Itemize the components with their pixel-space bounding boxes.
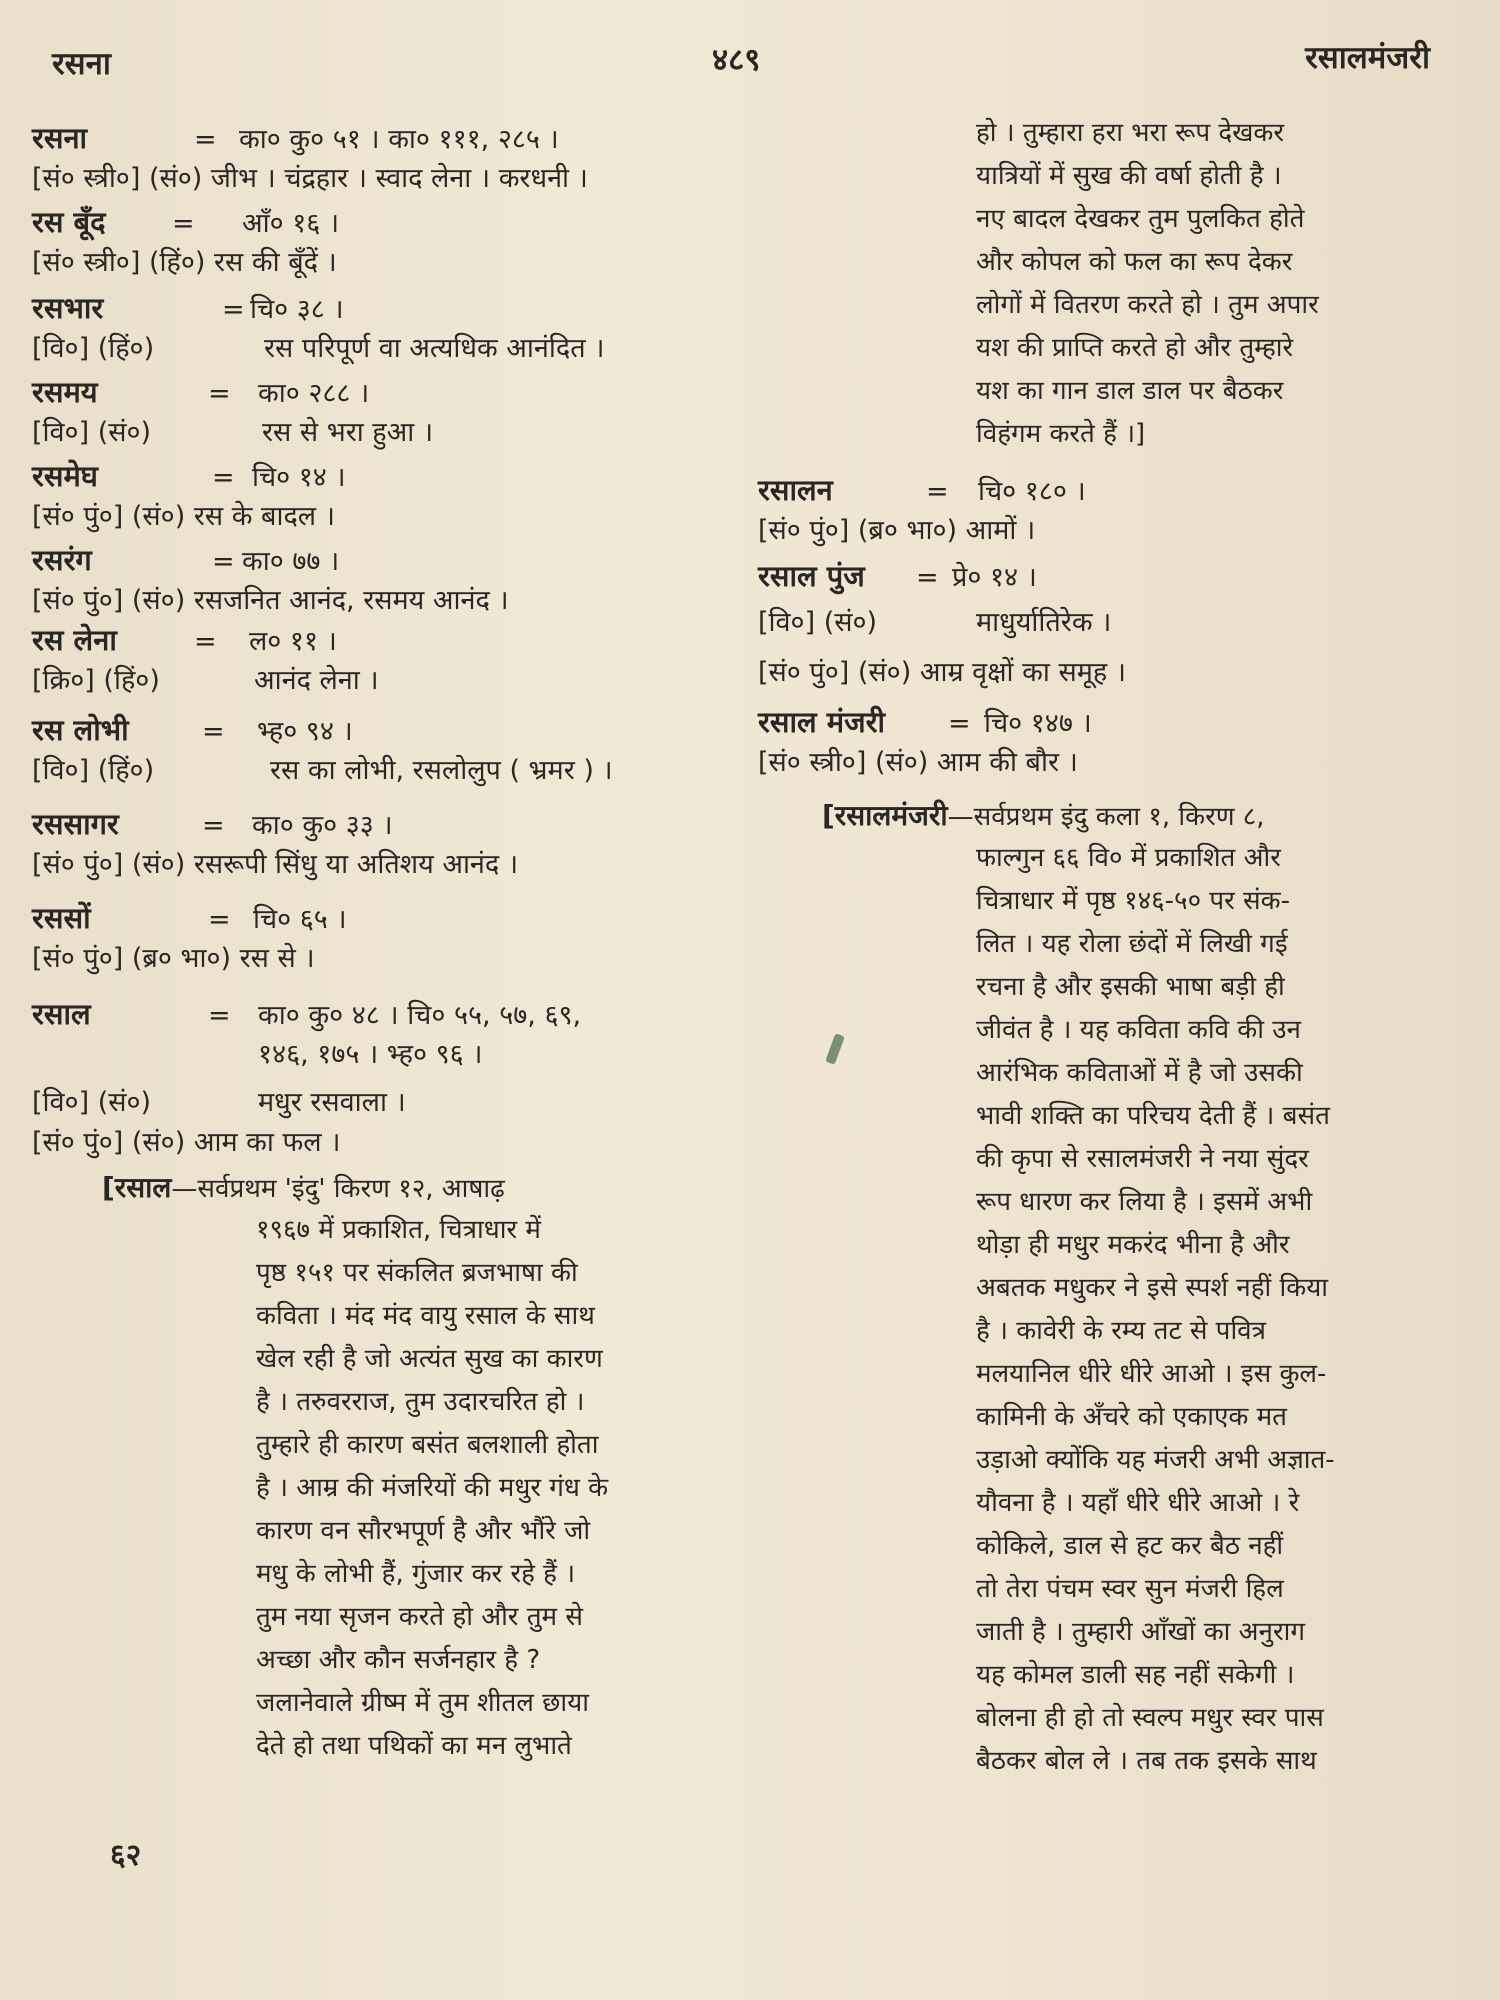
headword: रसभार [32,291,104,325]
note-line: यश का गान डाल डाल पर बैठकर [976,376,1284,406]
meaning: आनंद लेना । [254,665,379,696]
note-line: चित्राधार में पृष्ठ १४६-५० पर संक- [976,886,1290,916]
note-line: लित । यह रोला छंदों में लिखी गई [976,929,1288,959]
equals-sign: = [916,562,939,593]
reference: का० २८८ । [258,378,370,409]
note-line: —सर्वप्रथम 'इंदु' किरण १२, आषाढ़ [171,1174,505,1204]
meaning: आमों । [965,515,1036,546]
note-line: उड़ाओ क्योंकि यह मंजरी अभी अज्ञात- [976,1445,1335,1475]
entry [32,202,732,282]
meaning: माधुर्यातिरेक । [976,607,1112,638]
note-line: थोड़ा ही मधुर मकरंद भीना है और [976,1230,1290,1260]
left-column [32,112,732,1768]
meaning: जीभ । चंद्रहार । स्वाद लेना । करधनी । [210,163,588,194]
note-line: कामिनी के अँचरे को एकाएक मत [976,1402,1287,1432]
entry [32,710,732,790]
note-line: आरंभिक कविताओं में है जो उसकी [976,1058,1303,1088]
equals-sign: = [202,810,225,841]
entry [32,118,732,198]
grammar-tag: [सं० पुं०] (सं०) [32,501,186,532]
headword: रसाल मंजरी [758,705,885,739]
note-line: विहंगम करते हैं ।] [976,419,1146,449]
reference: चि० १४ । [252,462,346,493]
entry [758,556,1458,692]
reference: ल० ११ । [249,626,337,657]
note-line: नए बादल देखकर तुम पुलकित होते [976,204,1305,234]
note-line: की कृपा से रसालमंजरी ने नया सुंदर [976,1144,1309,1174]
reference: का० कु० ३३ । [252,810,393,841]
grammar-tag: [सं० पुं०] (सं०) [32,585,186,616]
entry [758,470,1458,550]
headword: रसना [32,121,88,155]
equals-sign: = [194,124,217,155]
entry-rasal [32,994,732,1162]
reference: का० ७७ । [242,546,340,577]
note-line: यात्रियों में सुख की वर्षा होती है । [976,161,1282,191]
note-line: मधु के लोभी हैं, गुंजार कर रहे हैं । [256,1559,576,1589]
note-line: है । कावेरी के रम्य तट से पवित्र [976,1316,1266,1346]
note-line: कोकिले, डाल से हट कर बैठ नहीं [976,1531,1284,1561]
headword: रसरंग [32,543,92,577]
equals-sign: = [926,476,949,507]
meaning: रस का लोभी, रसलोलुप ( भ्रमर ) । [270,755,613,786]
note-line: यश की प्राप्ति करते हो और तुम्हारे [976,333,1294,363]
entry [32,620,732,700]
meaning: आम का फल । [193,1127,341,1158]
note-line: तुम नया सृजन करते हो और तुम से [256,1602,583,1632]
rasalmanjari-note [758,794,1458,1783]
right-column [758,112,1458,1783]
reference: चि० १८० । [978,476,1086,507]
header-page-number: ४८९ [712,42,761,78]
grammar-tag: [वि०] (सं०) [32,1087,152,1118]
grammar-tag: [वि०] (हिं०) [32,333,155,364]
grammar-tag: [सं० स्त्री०] (सं०) [758,747,929,778]
headword: रसालन [758,473,833,507]
note-line: रचना है और इसकी भाषा बड़ी ही [976,972,1285,1002]
entry [32,372,732,452]
reference: का० कु० ५१ । का० १११, २८५ । [239,124,559,155]
note-line: कविता । मंद मंद वायु रसाल के साथ [256,1301,595,1331]
note-line: पृष्ठ १५१ पर संकलित ब्रजभाषा की [256,1258,578,1288]
grammar-tag: [वि०] (सं०) [758,607,878,638]
headword: रस लेना [32,623,117,657]
entry [32,898,732,978]
note-line: खेल रही है जो अत्यंत सुख का कारण [256,1344,603,1374]
meaning: रस के बादल । [193,501,335,532]
reference-continued: १४६, १७५ । भ्ह० ९६ । [258,1039,483,1070]
note-line: जाती है । तुम्हारी आँखों का अनुराग [976,1617,1305,1647]
note-line: है । आम्र की मंजरियों की मधुर गंध के [256,1473,609,1503]
note-line: जलानेवाले ग्रीष्म में तुम शीतल छाया [256,1688,589,1718]
rasal-note-continued [758,112,1458,456]
note-line: बोलना ही हो तो स्वल्प मधुर स्वर पास [976,1703,1324,1733]
note-line: कारण वन सौरभपूर्ण है और भौंरे जो [256,1516,591,1546]
headword: रसमेघ [32,459,98,493]
entry [32,456,732,536]
equals-sign: = [212,462,235,493]
equals-sign: = [208,378,231,409]
note-line: फाल्गुन ६६ वि० में प्रकाशित और [976,843,1281,873]
note-line: जीवंत है । यह कविता कवि की उन [976,1015,1301,1045]
grammar-tag: [सं० पुं०] (सं०) [32,849,186,880]
equals-sign: = [202,716,225,747]
grammar-tag: [सं० पुं०] (ब्र० भा०) [758,515,958,546]
reference: आँ० १६ । [242,208,340,239]
note-line: रूप धारण कर लिया है । इसमें अभी [976,1187,1313,1217]
entry [32,540,732,620]
reference: प्रे० १४ । [952,562,1037,593]
equals-sign: = [222,294,245,325]
note-line: बैठकर बोल ले । तब तक इसके साथ [976,1746,1317,1776]
meaning: रस से । [239,943,315,974]
page-header [0,36,1500,86]
meaning: रस की बूँदें । [214,247,337,278]
note-heading: [रसालमंजरी [822,799,948,832]
note-line: १९६७ में प्रकाशित, चित्राधार में [256,1215,541,1245]
header-right-word: रसालमंजरी [1305,40,1430,76]
meaning: रसरूपी सिंधु या अतिशय आनंद । [193,849,519,880]
meaning: आम की बौर । [936,747,1078,778]
reference: भ्ह० ९४ । [257,716,353,747]
meaning: रसजनित आनंद, रसमय आनंद । [193,585,509,616]
meaning: रस से भरा हुआ । [262,417,434,448]
note-line: यह कोमल डाली सह नहीं सकेगी । [976,1660,1295,1690]
equals-sign: = [208,1000,231,1031]
equals-sign: = [194,626,217,657]
grammar-tag: [सं० पुं०] (सं०) [32,1127,186,1158]
meaning: रस परिपूर्ण वा अत्यधिक आनंदित । [264,333,605,364]
equals-sign: = [208,904,231,935]
headword: रससागर [32,807,119,841]
note-line: तुम्हारे ही कारण बसंत बलशाली होता [256,1430,599,1460]
headword: रसमय [32,375,98,409]
note-line: देते हो तथा पथिकों का मन लुभाते [256,1731,572,1761]
reference: चि० ६५ । [253,904,347,935]
meaning: आम्र वृक्षों का समूह । [919,657,1126,688]
grammar-tag: [वि०] (सं०) [32,417,152,448]
note-line: भावी शक्ति का परिचय देती हैं । बसंत [976,1101,1330,1131]
entry [758,702,1458,782]
headword: रसाल पुंज [758,559,865,593]
note-line: —सर्वप्रथम इंदु कला १, किरण ८, [947,802,1265,832]
headword: रस बूँद [32,205,106,239]
grammar-tag: [सं० स्त्री०] (हिं०) [32,247,206,278]
headword: रस लोभी [32,713,129,747]
note-line: लोगों में वितरण करते हो । तुम अपार [976,290,1319,320]
meaning: मधुर रसवाला । [258,1087,406,1118]
note-line: है । तरुवरराज, तुम उदारचरित हो । [256,1387,585,1417]
note-line: अच्छा और कौन सर्जनहार है ? [256,1645,541,1675]
grammar-tag: [सं० पुं०] (ब्र० भा०) [32,943,232,974]
grammar-tag: [वि०] (हिं०) [32,755,155,786]
note-line: हो । तुम्हारा हरा भरा रूप देखकर [976,118,1285,148]
grammar-tag: [क्रि०] (हिं०) [32,665,160,696]
header-left-word: रसना [52,46,111,82]
reference: चि० १४७ । [984,708,1092,739]
headword: रससों [32,901,91,935]
grammar-tag: [सं० स्त्री०] (सं०) [32,163,203,194]
reference: चि० ३८ । [250,294,344,325]
rasal-note [32,1166,732,1768]
note-line: मलयानिल धीरे धीरे आओ । इस कुल- [976,1359,1327,1389]
grammar-tag: [सं० पुं०] (सं०) [758,657,912,688]
note-line: अबतक मधुकर ने इसे स्पर्श नहीं किया [976,1273,1329,1303]
footer-page-number: ६२ [110,1838,142,1873]
headword: रसाल [32,997,91,1031]
note-line: यौवना है । यहाँ धीरे धीरे आओ । रे [976,1488,1300,1518]
note-heading: [रसाल [102,1171,172,1204]
entry [32,288,732,368]
equals-sign: = [212,546,235,577]
entry [32,804,732,884]
equals-sign: = [948,708,971,739]
note-line: तो तेरा पंचम स्वर सुन मंजरी हिल [976,1574,1284,1604]
note-line: और कोपल को फल का रूप देकर [976,247,1293,277]
equals-sign: = [172,208,195,239]
reference: का० कु० ४८ । चि० ५५, ५७, ६९, [258,1000,582,1031]
